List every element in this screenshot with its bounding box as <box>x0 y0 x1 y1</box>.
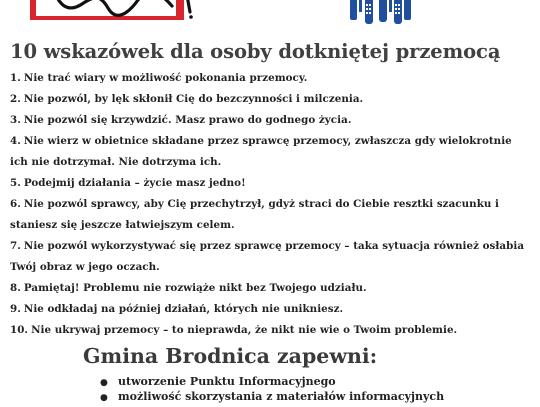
list-item: 6. Nie pozwól sprawcy, aby Cię przechytrzył, gdyż straci do Ciebie resztki szacunku i staniesz się jeszcze łatwiejszym celem. <box>10 198 500 231</box>
blue-figures-logo <box>336 0 426 26</box>
stop-sign-logo <box>30 0 200 20</box>
page-title: 10 wskazówek dla osoby dotkniętej przemocą <box>10 40 501 63</box>
list-item: 7. Nie pozwól wykorzystywać się przez sprawcę przemocy – taka sytuacja również osłabia Twój obraz w jego oczach. <box>10 240 525 273</box>
list-item: 4. Nie wierz w obietnice składane przez sprawcę przemocy, zwłaszcza gdy wielokrotnie ich nie dotrzymał. Nie dotrzyma ich. <box>10 135 512 168</box>
list-item: 9. Nie odkładaj na później działań, których nie unikniesz. <box>10 303 344 315</box>
list-item: ● możliwość skorzystania z materiałów informacyjnych <box>100 390 445 403</box>
bullet-icon: ● <box>100 378 108 388</box>
list-item: 1. Nie trać wiary w możliwość pokonania przemocy. <box>10 72 308 84</box>
list-item: ● utworzenie Punktu Informacyjnego <box>100 375 336 388</box>
list-item: 5. Podejmij działania – życie masz jedno! <box>10 177 246 189</box>
bullet-list <box>100 375 444 405</box>
list-item: 3. Nie pozwól się krzywdzić. Masz prawo do godnego życia. <box>10 114 352 126</box>
header-images <box>0 0 540 30</box>
list-item: 8. Pamiętaj! Problemu nie rozwiąże nikt bez Twojego udziału. <box>10 282 367 294</box>
tips-list <box>10 68 530 341</box>
section-heading: Gmina Brodnica zapewni: <box>83 344 378 368</box>
list-item: 2. Nie pozwól, by lęk skłonił Cię do bezczynności i milczenia. <box>10 93 364 105</box>
list-item: 10. Nie ukrywaj przemocy – to nieprawda, że nikt nie wie o Twoim problemie. <box>10 324 458 336</box>
bullet-icon: ● <box>100 393 108 403</box>
